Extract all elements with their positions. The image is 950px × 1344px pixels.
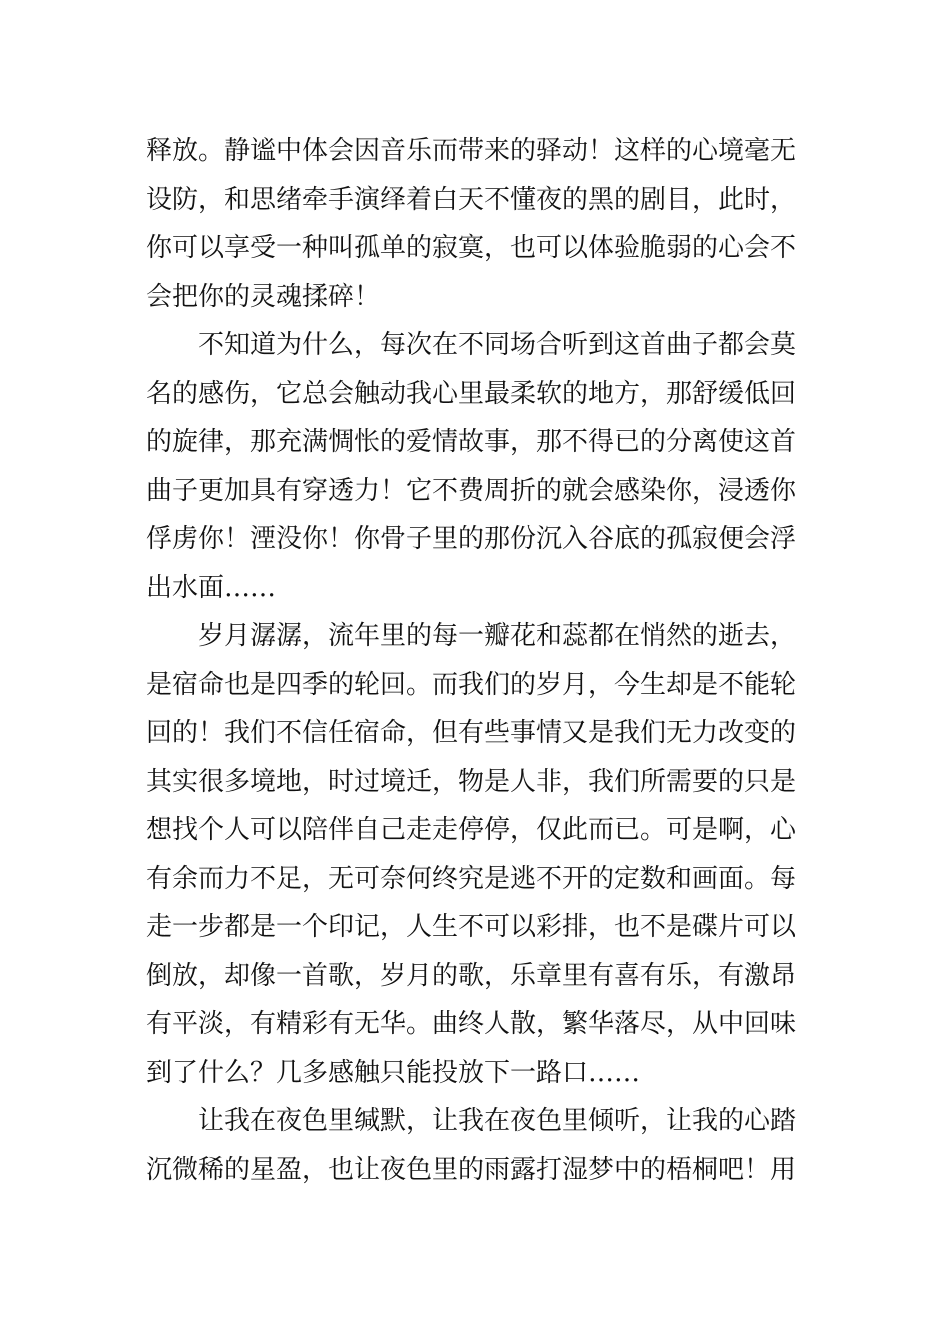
text-line: 出水面…… (146, 572, 277, 603)
text-line: 想找个人可以陪伴自己走走停停，仅此而已。可是啊，心 (146, 815, 797, 845)
text-line: 沉微稀的星盈，也让夜色里的雨露打湿梦中的梧桐吧！用 (146, 1154, 797, 1185)
body-text (146, 127, 806, 1194)
paragraph-2 (146, 321, 806, 612)
text-line: 名的感伤，它总会触动我心里最柔软的地方，那舒缓低回 (146, 378, 797, 409)
text-line: 回的！我们不信任宿命，但有些事情又是我们无力改变的 (146, 718, 797, 748)
text-line: 走一步都是一个印记，人生不可以彩排，也不是碟片可以 (146, 912, 797, 942)
paragraph-3 (146, 612, 806, 1097)
text-line: 会把你的灵魂揉碎！ (146, 281, 381, 312)
text-line: 俘虏你！湮没你！你骨子里的那份沉入谷底的孤寂便会浮 (146, 524, 797, 554)
text-line: 倒放，却像一首歌，岁月的歌，乐章里有喜有乐，有激昂 (146, 960, 797, 991)
text-line: 其实很多境地，时过境迁，物是人非，我们所需要的只是 (146, 766, 797, 797)
text-line: 你可以享受一种叫孤单的寂寞，也可以体验脆弱的心会不 (146, 233, 797, 263)
paragraph-4 (146, 1097, 806, 1194)
text-line: 不知道为什么，每次在不同场合听到这首曲子都会莫 (198, 330, 797, 360)
text-line: 有余而力不足，无可奈何终究是逃不开的定数和画面。每 (146, 863, 797, 894)
text-line: 岁月潺潺，流年里的每一瓣花和蕊都在悄然的逝去， (198, 621, 797, 651)
text-line: 让我在夜色里缄默，让我在夜色里倾听，让我的心踏 (198, 1106, 797, 1136)
text-line: 设防，和思绪牵手演绎着白天不懂夜的黑的剧目，此时， (146, 184, 797, 215)
text-line: 的旋律，那充满惆怅的爱情故事，那不得已的分离使这首 (146, 427, 797, 457)
paragraph-1 (146, 127, 806, 321)
text-line: 是宿命也是四季的轮回。而我们的岁月，今生却是不能轮 (146, 669, 797, 700)
text-line: 曲子更加具有穿透力！它不费周折的就会感染你，浸透你 (146, 475, 797, 506)
text-line: 到了什么？几多感触只能投放下一路口…… (146, 1057, 641, 1088)
text-line: 释放。静谧中体会因音乐而带来的驿动！这样的心境毫无 (146, 136, 797, 166)
text-line: 有平淡，有精彩有无华。曲终人散，繁华落尽，从中回味 (146, 1009, 797, 1039)
